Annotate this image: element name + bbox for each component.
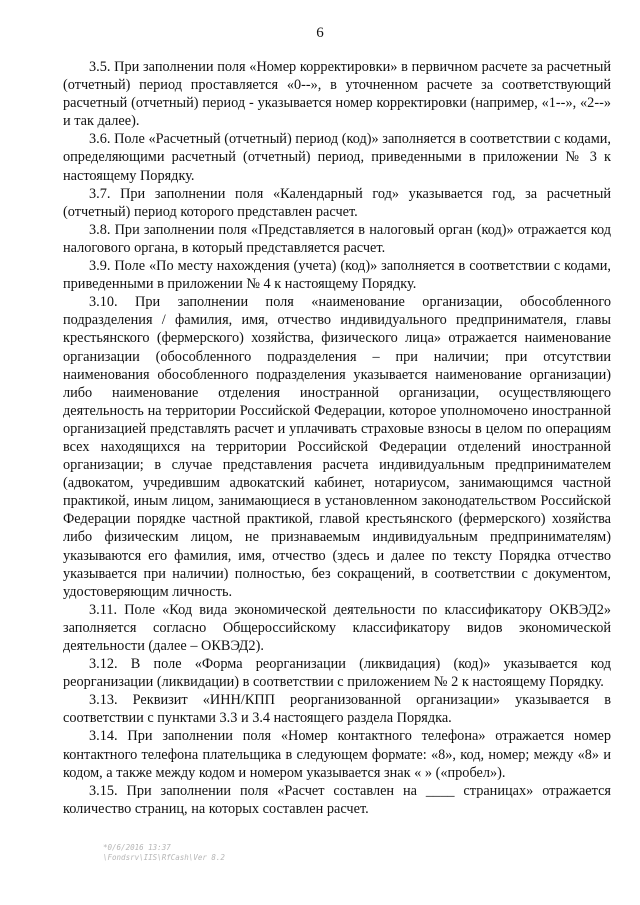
print-stamp-path: \Fondsrv\IIS\RfCash\Ver 8.2 <box>103 853 225 862</box>
paragraph-3-7: 3.7. При заполнении поля «Календарный год» указывается год, за расчетный (отчетный) период которого представлен расчет. <box>63 185 611 220</box>
paragraph-3-10: 3.10. При заполнении поля «наименование организации, обособленного подразделения / фамилия, имя, отчество индивидуального предпринимателя, главы крестьянского (фермерского) хозяйства, физического лица» отражается наименование организации (обособленного подразделения – при наличии; при отсутствии наименования обособленного подразделения указывается наименование организации) либо наименование отделения иностранной организации, осуществляющего деятельность на территории Российской Федерации, которое уполномочено иностранной организацией представлять расчет и уплачивать страховые взносы в целом по операциям всех находящихся на территории Российской Федерации отделений иностранной организации; в случае представления расчета индивидуальным предпринимателем (адвокатом, учредившим адвокатский кабинет, нотариусом, занимающимся частной практикой, иным лицом, занимающиеся в установленном законодательством Российской Федерации порядке частной практикой, главой крестьянского (фермерского) хозяйства либо физическим лицом, не признаваемым индивидуальным предпринимателям) указываются его фамилия, имя, отчество (здесь и далее по тексту Порядка отчество указывается при наличии) полностью, без сокращений, в соответствии с документом, удостоверяющим личность. <box>63 294 611 600</box>
paragraph-3-8: 3.8. При заполнении поля «Представляется в налоговый орган (код)» отражается код налогового органа, в который представляется расчет. <box>63 221 611 256</box>
paragraph-3-13: 3.13. Реквизит «ИНН/КПП реорганизованной организации» указывается в соответствии с пунктами 3.3 и 3.4 настоящего раздела Порядка. <box>63 692 611 727</box>
print-stamp-date: *0/6/2016 13:37 <box>103 843 171 852</box>
paragraph-3-14: 3.14. При заполнении поля «Номер контактного телефона» отражается номер контактного телефона плательщика в следующем формате: «8», код, номер; между «8» и кодом, а также между кодом и номером указывается знак « » («пробел»). <box>63 728 611 781</box>
paragraph-3-11: 3.11. Поле «Код вида экономической деятельности по классификатору ОКВЭД2» заполняется согласно Общероссийскому классификатору видов экономической деятельности (далее – ОКВЭД2). <box>63 601 611 654</box>
paragraph-3-6: 3.6. Поле «Расчетный (отчетный) период (код)» заполняется в соответствии с кодами, определяющими расчетный (отчетный) период, приведенными в приложении № 3 к настоящему Порядку. <box>63 131 611 184</box>
paragraph-3-5: 3.5. При заполнении поля «Номер корректировки» в первичном расчете за расчетный (отчетный) период проставляется «0--», в уточненном расчете за соответствующий расчетный (отчетный) период - указывается номер корректировки (например, «1--», «2--» и так далее). <box>63 59 611 130</box>
document-body <box>63 58 611 818</box>
paragraph-3-12: 3.12. В поле «Форма реорганизации (ликвидация) (код)» указывается код реорганизации (ликвидации) в соответствии с приложением № 2 к настоящему Порядку. <box>63 656 611 691</box>
paragraph-3-15: 3.15. При заполнении поля «Расчет составлен на ____ страницах» отражается количество страниц, на которых составлен расчет. <box>63 782 611 817</box>
print-stamp <box>103 843 225 863</box>
paragraph-3-9: 3.9. Поле «По месту нахождения (учета) (код)» заполняется в соответствии с кодами, приведенными в приложении № 4 к настоящему Порядку. <box>63 258 611 293</box>
page-number: 6 <box>316 25 324 41</box>
